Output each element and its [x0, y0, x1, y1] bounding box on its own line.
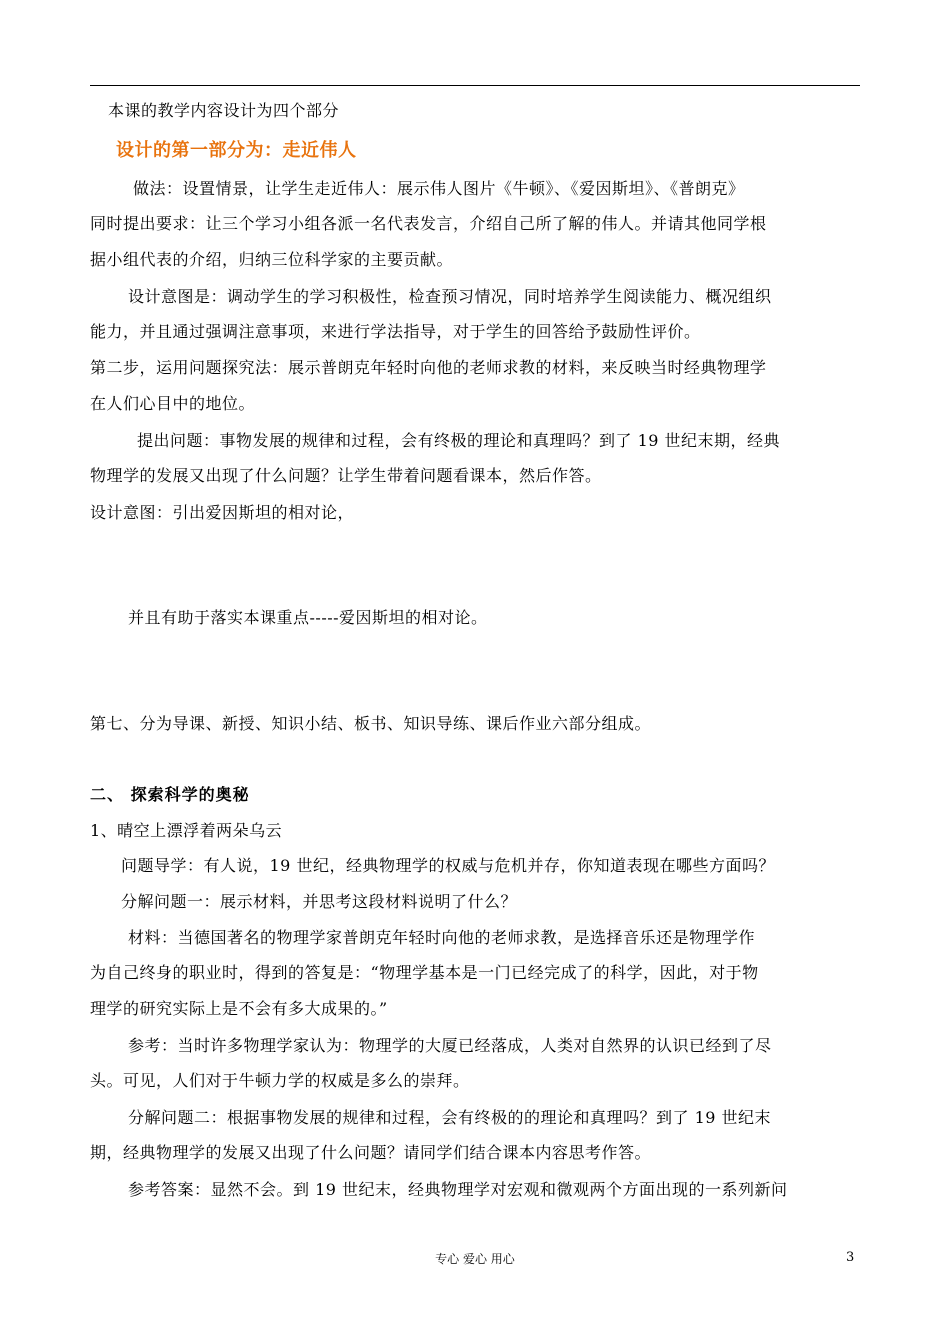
paragraph-line: 分解问题一：展示材料，并思考这段材料说明了什么？ — [121, 892, 518, 911]
subsection-title: 1、晴空上漂浮着两朵乌云 — [90, 821, 283, 840]
paragraph-line: 设计意图是：调动学生的学习积极性，检查预习情况，同时培养学生阅读能力、概况组织 — [128, 287, 772, 306]
page-number: 3 — [846, 1250, 855, 1265]
paragraph-line: 材料：当德国著名的物理学家普朗克年轻时向他的老师求教，是选择音乐还是物理学作 — [128, 928, 756, 947]
paragraph-line: 为自己终身的职业时，得到的答复是：“物理学基本是一门已经完成了的科学，因此，对于物 — [90, 963, 759, 982]
paragraph-line: 设计意图：引出爱因斯坦的相对论， — [90, 503, 355, 522]
footer-text: 专心 爱心 用心 — [435, 1252, 515, 1266]
header-rule — [90, 85, 860, 86]
intro-line: 本课的教学内容设计为四个部分 — [108, 101, 340, 120]
section-title: 二、 探索科学的奥秘 — [90, 785, 250, 804]
paragraph-line: 并且有助于落实本课重点-----爱因斯坦的相对论。 — [128, 608, 488, 627]
paragraph-line: 参考：当时许多物理学家认为：物理学的大厦已经落成，人类对自然界的认识已经到了尽 — [128, 1036, 772, 1055]
paragraph-line: 物理学的发展又出现了什么问题？让学生带着问题看课本，然后作答。 — [90, 466, 602, 485]
paragraph-line: 分解问题二：根据事物发展的规律和过程，会有终极的的理论和真理吗？到了 19 世纪末 — [128, 1108, 772, 1127]
paragraph-line: 问题导学：有人说，19 世纪，经典物理学的权威与危机并存，你知道表现在哪些方面吗？ — [121, 856, 775, 875]
paragraph-line: 在人们心目中的地位。 — [90, 394, 256, 413]
paragraph-line: 同时提出要求：让三个学习小组各派一名代表发言，介绍自己所了解的伟人。并请其他同学根 — [90, 214, 767, 233]
part-one-heading: 设计的第一部分为：走近伟人 — [116, 140, 357, 161]
paragraph-line: 理学的研究实际上是不会有多大成果的。” — [90, 999, 388, 1018]
paragraph-line: 第二步，运用问题探究法：展示普朗克年轻时向他的老师求教的材料，来反映当时经典物理学 — [90, 358, 767, 377]
paragraph-line: 做法：设置情景，让学生走近伟人：展示伟人图片《牛顿》、《爱因斯坦》、《普朗克》 — [133, 179, 745, 198]
paragraph-line: 第七、分为导课、新授、知识小结、板书、知识导练、课后作业六部分组成。 — [90, 714, 652, 733]
paragraph-line: 期，经典物理学的发展又出现了什么问题？请同学们结合课本内容思考作答。 — [90, 1143, 652, 1162]
paragraph-line: 头。可见，人们对于牛顿力学的权威是多么的崇拜。 — [90, 1071, 470, 1090]
paragraph-line: 据小组代表的介绍，归纳三位科学家的主要贡献。 — [90, 250, 454, 269]
paragraph-line: 提出问题：事物发展的规律和过程，会有终极的理论和真理吗？到了 19 世纪末期，经典 — [137, 431, 781, 450]
paragraph-line: 能力，并且通过强调注意事项，来进行学法指导，对于学生的回答给予鼓励性评价。 — [90, 322, 701, 341]
paragraph-line: 参考答案：显然不会。到 19 世纪末，经典物理学对宏观和微观两个方面出现的一系列新问 — [128, 1180, 788, 1199]
